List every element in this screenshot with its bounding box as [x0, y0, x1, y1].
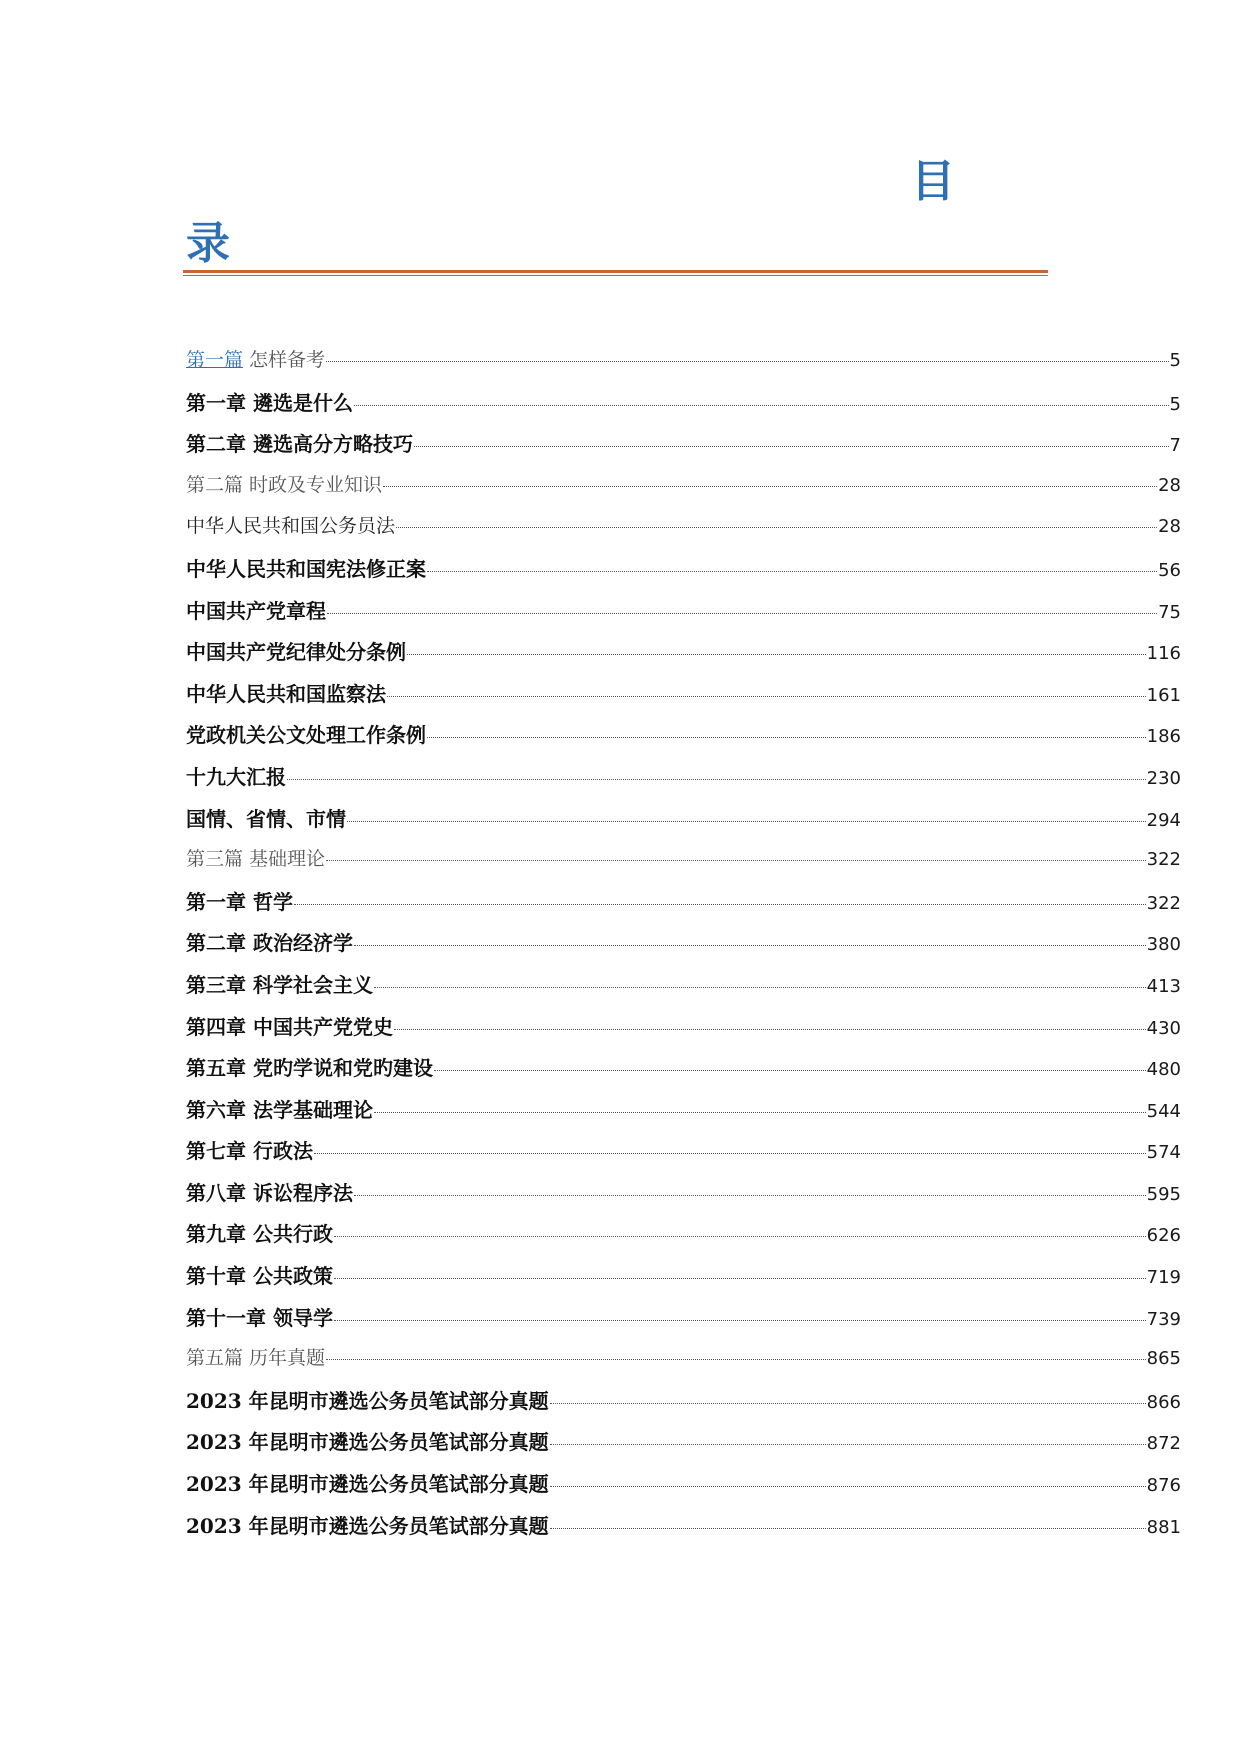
toc-entry-page-number: 7 [1169, 435, 1181, 457]
toc-entry[interactable] [186, 844, 1181, 886]
toc-entry-title: 第十章 公共政策 [186, 1264, 333, 1289]
dot-leader [434, 1070, 1146, 1071]
toc-entry-title: 第二章 政治经济学 [186, 931, 353, 956]
dot-leader [314, 1153, 1146, 1154]
toc-entry-title: 第四章 中国共产党党史 [186, 1014, 393, 1039]
toc-entry-link[interactable]: 第一篇 [186, 349, 244, 371]
toc-entry-title: 第十一章 领导学 [186, 1305, 333, 1330]
toc-entry[interactable] [186, 886, 1181, 928]
toc-entry[interactable] [186, 1094, 1181, 1136]
toc-entry[interactable] [186, 1510, 1181, 1552]
toc-entry-title-text: 怎样备考 [243, 349, 326, 371]
dot-leader [550, 1486, 1146, 1487]
toc-entry[interactable] [186, 1260, 1181, 1302]
toc-entry-title: 第六章 法学基础理论 [186, 1097, 373, 1122]
dot-leader [326, 361, 1168, 362]
toc-entry-page-number: 294 [1146, 809, 1181, 831]
toc-entry-page-number: 876 [1146, 1475, 1181, 1497]
dot-leader [407, 654, 1146, 655]
dot-leader [347, 821, 1146, 822]
toc-entry[interactable] [186, 1302, 1181, 1344]
toc-entry-title: 中华人民共和国宪法修正案 [186, 556, 426, 581]
toc-entry-page-number: 872 [1146, 1433, 1181, 1455]
title-underline-thick [183, 270, 1048, 273]
toc-entry[interactable] [186, 345, 1181, 387]
toc-entry-page-number: 413 [1146, 975, 1181, 997]
toc-entry[interactable] [186, 428, 1181, 470]
toc-entry-title: 第一章 遴选是什么 [186, 390, 353, 415]
toc-entry-title: 第五篇 历年真题 [186, 1347, 326, 1370]
dot-leader [383, 486, 1157, 487]
toc-entry-title: 党政机关公文处理工作条例 [186, 723, 426, 748]
toc-entry-title: 第三篇 基础理论 [186, 848, 326, 871]
toc-entry-page-number: 739 [1146, 1308, 1181, 1330]
toc-entry[interactable] [186, 1343, 1181, 1385]
toc-entry[interactable] [186, 1052, 1181, 1094]
dot-leader [287, 779, 1146, 780]
dot-leader [354, 945, 1146, 946]
toc-entry[interactable] [186, 1468, 1181, 1510]
dot-leader [427, 737, 1146, 738]
toc-entry-title: 第九章 公共行政 [186, 1222, 333, 1247]
toc-entry-page-number: 719 [1146, 1267, 1181, 1289]
toc-entry-page-number: 161 [1146, 684, 1181, 706]
toc-entry[interactable] [186, 636, 1181, 678]
toc-entry-title: 国情、省情、市情 [186, 806, 346, 831]
toc-entry-page-number: 595 [1146, 1183, 1181, 1205]
toc-entry[interactable] [186, 511, 1181, 553]
toc-entry[interactable] [186, 1011, 1181, 1053]
dot-leader [334, 1278, 1146, 1279]
toc-entry[interactable] [186, 553, 1181, 595]
toc-entry-title: 第三章 科学社会主义 [186, 972, 373, 997]
dot-leader [327, 613, 1157, 614]
dot-leader [326, 860, 1146, 861]
toc-entry[interactable] [186, 1426, 1181, 1468]
toc-entry[interactable] [186, 1135, 1181, 1177]
dot-leader [334, 1320, 1146, 1321]
toc-entry-page-number: 322 [1146, 849, 1181, 871]
toc-entry-title: 中国共产党纪律处分条例 [186, 640, 406, 665]
toc-entry-title: 第八章 诉讼程序法 [186, 1180, 353, 1205]
toc-entry[interactable] [186, 927, 1181, 969]
dot-leader [387, 696, 1146, 697]
toc-entry-title: 中国共产党章程 [186, 598, 326, 623]
toc-entry[interactable] [186, 1218, 1181, 1260]
toc-entry-title: 第二章 遴选高分方略技巧 [186, 432, 413, 457]
toc-entry-page-number: 322 [1146, 892, 1181, 914]
toc-entry-page-number: 544 [1146, 1100, 1181, 1122]
dot-leader [550, 1444, 1146, 1445]
toc-entry-title: 中华人民共和国监察法 [186, 681, 386, 706]
toc-entry[interactable] [186, 1177, 1181, 1219]
toc-entry-title: 2023 年昆明市遴选公务员笔试部分真题 [186, 1388, 549, 1413]
toc-entry-page-number: 5 [1169, 350, 1181, 371]
toc-entry-title: 第一章 哲学 [186, 889, 293, 914]
dot-leader [334, 1236, 1146, 1237]
toc-entry-page-number: 430 [1146, 1017, 1181, 1039]
toc-entry[interactable] [186, 803, 1181, 845]
toc-entry-title: 2023 年昆明市遴选公务员笔试部分真题 [186, 1472, 549, 1497]
toc-title-part-1: 目 [911, 156, 955, 207]
dot-leader [414, 446, 1169, 447]
toc-entry-page-number: 865 [1146, 1348, 1181, 1370]
dot-leader [294, 904, 1146, 905]
toc-entry-page-number: 75 [1158, 601, 1181, 623]
toc-entry-page-number: 866 [1146, 1391, 1181, 1413]
title-underline-thin [183, 275, 1048, 276]
toc-entry[interactable] [186, 678, 1181, 720]
toc-entry[interactable] [186, 1385, 1181, 1427]
toc-entry-title [186, 345, 325, 372]
toc-entry[interactable] [186, 595, 1181, 637]
toc-entry[interactable] [186, 761, 1181, 803]
toc-title-part-2: 录 [186, 218, 230, 269]
toc-entry-page-number: 28 [1158, 474, 1181, 496]
toc-entry-page-number: 881 [1146, 1516, 1181, 1538]
toc-entry-page-number: 56 [1158, 559, 1181, 581]
toc-entry-page-number: 5 [1169, 393, 1181, 415]
toc-entry-title: 十九大汇报 [186, 764, 286, 789]
toc-entry-page-number: 230 [1146, 767, 1181, 789]
toc-entry[interactable] [186, 719, 1181, 761]
toc-entry[interactable] [186, 387, 1181, 429]
toc-entry-title: 第五章 党旳学说和党旳建设 [186, 1056, 433, 1081]
toc-entry-page-number: 626 [1146, 1225, 1181, 1247]
toc-entry-title: 第二篇 时政及专业知识 [186, 473, 383, 496]
dot-leader [394, 1029, 1146, 1030]
dot-leader [374, 987, 1146, 988]
title-underline [183, 270, 1048, 276]
toc-entry-page-number: 380 [1146, 934, 1181, 956]
dot-leader [396, 527, 1157, 528]
toc-entry-title: 2023 年昆明市遴选公务员笔试部分真题 [186, 1430, 549, 1455]
dot-leader [550, 1403, 1146, 1404]
toc-entry-title: 第七章 行政法 [186, 1139, 313, 1164]
toc-entry-page-number: 574 [1146, 1142, 1181, 1164]
toc-entry[interactable] [186, 969, 1181, 1011]
dot-leader [374, 1112, 1146, 1113]
dot-leader [326, 1359, 1146, 1360]
dot-leader [354, 1195, 1146, 1196]
toc-entry-page-number: 116 [1146, 643, 1181, 665]
toc-entry-title: 2023 年昆明市遴选公务员笔试部分真题 [186, 1513, 549, 1538]
dot-leader [427, 571, 1157, 572]
dot-leader [550, 1528, 1146, 1529]
toc-entry-page-number: 28 [1158, 516, 1181, 538]
toc-entry-page-number: 186 [1146, 726, 1181, 748]
table-of-contents [186, 345, 1181, 1551]
dot-leader [354, 405, 1169, 406]
toc-entry-title: 中华人民共和国公务员法 [186, 515, 396, 538]
toc-entry-page-number: 480 [1146, 1059, 1181, 1081]
toc-entry[interactable] [186, 470, 1181, 512]
